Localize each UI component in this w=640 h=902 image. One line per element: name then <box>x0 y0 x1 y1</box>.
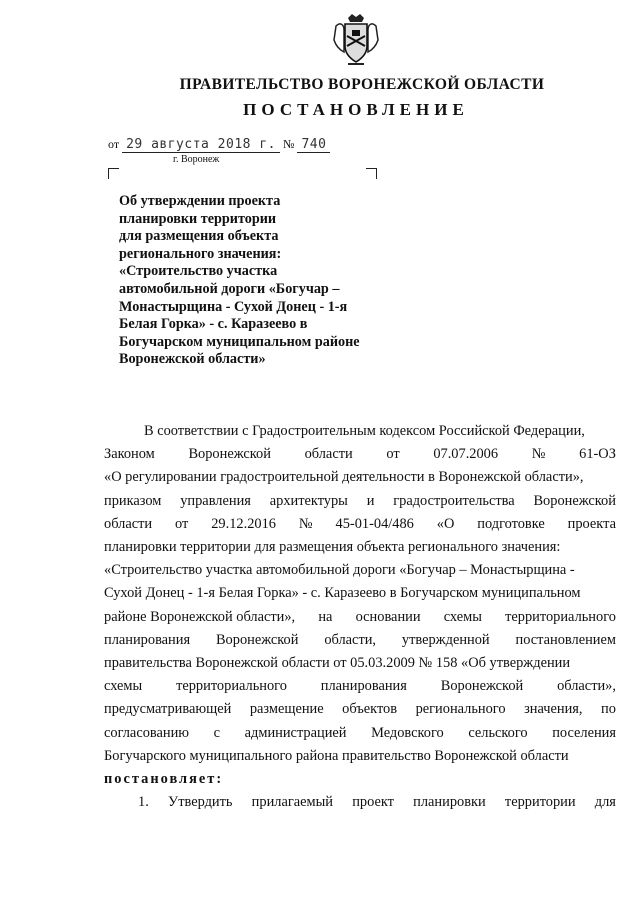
body-word: схемы <box>104 678 143 695</box>
body-word: 29.12.2016 <box>211 515 276 532</box>
body-word: утвержденной <box>401 631 490 648</box>
body-line <box>104 536 616 559</box>
body-word: Сухой Донец - 1-я Белая Горка» - с. Каразеево в Богучарском муниципальном <box>104 585 581 602</box>
body-word: области <box>304 446 353 463</box>
title-line: Богучарском муниципальном районе <box>119 333 360 350</box>
government-name: ПРАВИТЕЛЬСТВО ВОРОНЕЖСКОЙ ОБЛАСТИ <box>179 76 545 93</box>
body-word: № <box>531 446 546 463</box>
body-word: администрацией <box>244 724 347 741</box>
body-word: размещение <box>249 701 324 718</box>
date-prefix: от <box>108 137 120 151</box>
body-word: объектов <box>342 701 398 718</box>
body-word: и <box>366 492 375 509</box>
title-bracket-left <box>108 168 119 179</box>
date-value: 29 августа 2018 г. <box>122 137 280 153</box>
body-word: схемы <box>443 608 482 625</box>
body-word: постановлением <box>515 631 616 648</box>
body-word: Воронежской <box>215 631 299 648</box>
title-bracket-right <box>366 168 377 179</box>
body-word: постановляет: <box>104 771 224 788</box>
body-word: 45-01-04/486 <box>335 515 414 532</box>
body-word: области», <box>557 678 616 695</box>
body-line <box>104 745 616 768</box>
title-line: Об утверждении проекта <box>119 193 281 209</box>
body-line <box>104 675 616 698</box>
body-word: проекта <box>567 515 616 532</box>
body-word: подготовке <box>477 515 545 532</box>
body-line <box>104 722 616 745</box>
city-label: г. Воронеж <box>173 154 220 165</box>
body-word: планирования <box>320 678 407 695</box>
body-word: территориального <box>176 678 287 695</box>
body-word: «Строительство участка автомобильной дороги «Богучар – Монастырщина - <box>104 562 575 579</box>
document-type: ПОСТАНОВЛЕНИЕ <box>243 100 469 119</box>
body-word: территории <box>504 794 576 811</box>
body-word: 61-ОЗ <box>579 446 616 463</box>
body-word: 07.07.2006 <box>433 446 499 463</box>
body-word: основании <box>355 608 421 625</box>
body-word: согласованию <box>104 724 190 741</box>
body-word: планировки территории для размещения объекта регионального значения: <box>104 539 561 556</box>
document-title <box>119 193 419 369</box>
body-word: территориального <box>505 608 616 625</box>
body-word: «О регулировании градостроительной деятельности в Воронежской области», <box>104 469 584 486</box>
body-word: управления <box>180 492 251 509</box>
title-line: Монастырщина - Сухой Донец - 1-я <box>119 298 348 315</box>
body-word: предусматривающей <box>104 701 232 718</box>
body-word: «О <box>436 515 455 532</box>
body-word: правительства Воронежской области от 05.03.2009 № 158 «Об утверждении <box>104 655 571 672</box>
body-word: регионального <box>415 701 506 718</box>
body-word: Богучарского муниципального района правительство Воронежской области <box>104 747 569 764</box>
title-line: регионального значения: <box>119 245 282 262</box>
title-line: автомобильной дороги «Богучар – <box>119 280 340 297</box>
body-line <box>104 420 616 443</box>
body-word: № <box>298 515 313 532</box>
title-line: «Строительство участка <box>119 263 278 280</box>
body-line <box>104 490 616 513</box>
body-word: Законом <box>104 446 155 463</box>
body-word: 1. <box>138 794 149 811</box>
body-word: районе Воронежской области», <box>104 608 296 625</box>
body-word: Воронежской <box>533 492 616 509</box>
number-value: 740 <box>297 137 330 153</box>
body-word: планировки <box>413 794 486 811</box>
body-line <box>104 606 616 629</box>
body-word: на <box>318 608 333 625</box>
body-line <box>104 698 616 721</box>
body-word: области <box>104 515 153 532</box>
date-number-line <box>108 137 330 153</box>
body-word: для <box>594 794 616 811</box>
body-word: от <box>175 515 189 532</box>
body-word: прилагаемый <box>251 794 333 811</box>
body-line <box>104 768 616 791</box>
body-word: градостроительства <box>393 492 515 509</box>
body-word: поселения <box>552 724 616 741</box>
body-line <box>104 466 616 489</box>
title-line: Белая Горка» - с. Каразеево в <box>119 316 308 333</box>
body-word: Воронежской <box>440 678 524 695</box>
document-body <box>104 420 616 814</box>
body-line <box>104 559 616 582</box>
body-word: проект <box>352 794 394 811</box>
body-word: Утвердить <box>168 794 233 811</box>
title-line: Воронежской области» <box>119 351 266 368</box>
title-line: планировки территории <box>119 210 277 227</box>
body-word: архитектуры <box>269 492 348 509</box>
body-line <box>104 629 616 652</box>
body-word: В соответствии с Градостроительным кодексом Российской Федерации, <box>144 423 585 439</box>
coat-of-arms-emblem <box>330 12 382 68</box>
body-word: области, <box>324 631 377 648</box>
body-word: планирования <box>104 631 191 648</box>
body-word: значения, <box>524 701 583 718</box>
body-word: Воронежской <box>188 446 271 463</box>
title-line: для размещения объекта <box>119 228 279 245</box>
number-prefix: № <box>282 137 295 151</box>
body-line <box>104 443 616 466</box>
body-word: с <box>213 724 221 741</box>
body-word: от <box>386 446 400 463</box>
body-line <box>104 791 616 814</box>
body-word: Медовского <box>371 724 444 741</box>
body-line <box>104 652 616 675</box>
body-word: по <box>601 701 616 718</box>
body-word: сельского <box>468 724 528 741</box>
body-line <box>104 513 616 536</box>
body-word: приказом <box>104 492 162 509</box>
body-line <box>104 582 616 605</box>
